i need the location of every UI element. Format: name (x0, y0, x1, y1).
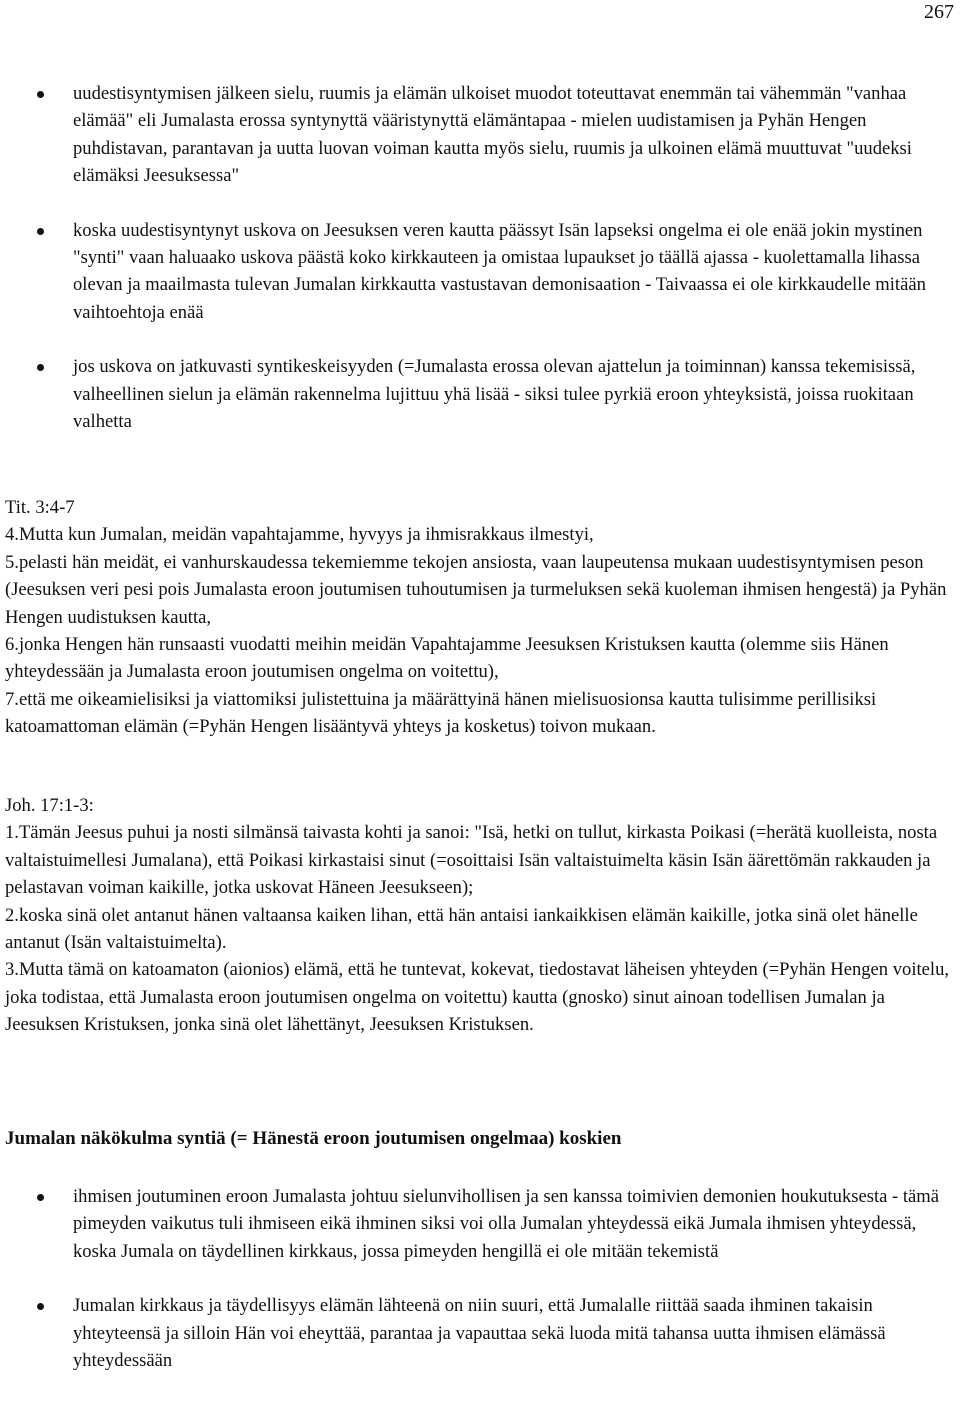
verse: 1.Tämän Jeesus puhui ja nosti silmänsä taivasta kohti ja sanoi: "Isä, hetki on tullut, kirkasta Poikasi (=herätä kuolleista, nosta valtaistuimellesi Jumalana), että Poikasi kirkastaisi sinut (=osoittaisi Isän valtaistuimelta käsin Isän äärettömän rakkauden ja pelastavan voiman kaikille, jotka uskovat Häneen Jeesukseen); (5, 822, 938, 899)
bullet-text: koska uudestisyntynyt uskova on Jeesuksen veren kautta päässyt Isän lapseksi ongelma ei ole enää jokin mystinen "synti" vaan haluaako uskova päästä koko kirkkauteen ja omistaa lupaukset jo täällä ajassa - kuolettamalla lihassa olevan ja maailmasta tulevan Jumalan kirkkautta vastustavan demonisaation - Taivaassa ei ole kirkkaudelle mitään vaihtoehtoja enää (73, 219, 926, 323)
bullet-icon (37, 91, 44, 98)
bullet-icon (37, 228, 44, 235)
verse: 2.koska sinä olet antanut hänen valtaansa kaiken lihan, että hän antaisi iankaikkisen elämän kaikille, jotka sinä olet hänelle antanut (Isän valtaistuimelta). (5, 904, 918, 954)
scripture-reference: Joh. 17:1-3: (5, 795, 94, 816)
bullet-list-bottom (0, 1183, 960, 1374)
bullet-icon (37, 1303, 44, 1310)
section-heading: Jumalan näkökulma syntiä (= Hänestä eroon joutumisen ongelmaa) koskien (5, 1128, 622, 1149)
bullet-text: jos uskova on jatkuvasti syntikeskeisyyden (=Jumalasta erossa olevan ajattelun ja toiminnan) kanssa tekemisissä, valheellinen sielun ja elämän rakennelma lujittuu yhä lisää - siksi tulee pyrkiä eroon yhteyksistä, joissa ruokitaan valhetta (73, 356, 916, 433)
list-item (0, 80, 960, 190)
verse: 6.jonka Hengen hän runsaasti vuodatti meihin meidän Vapahtajamme Jeesuksen Kristuksen kautta (olemme siis Hänen yhteydessään ja Jumalasta eroon joutumisen ongelma on voitettu), (5, 634, 889, 683)
list-item (0, 217, 960, 327)
list-item (0, 1183, 960, 1265)
bullet-text: uudestisyntymisen jälkeen sielu, ruumis ja elämän ulkoiset muodot toteuttavat enemmän tai vähemmän "vanhaa elämää" eli Jumalasta erossa syntynyttä vääristynyttä elämäntapaa - mielen uudistamisen ja Pyhän Hengen puhdistavan, parantavan ja uutta luovan voiman kautta myös sielu, ruumis ja ulkoinen elämä muuttuvat "uudeksi elämäksi Jeesuksessa" (73, 83, 912, 187)
verse: 3.Mutta tämä on katoamaton (aionios) elämä, että he tuntevat, kokevat, tiedostavat läheisen yhteyden (=Pyhän Hengen voitelu, joka todistaa, että Jumalasta eroon joutumisen ongelma on voitettu) kautta (gnosko) sinut ainoan todellisen Jumalan ja Jeesuksen Kristuksen, jonka sinä olet lähettänyt, Jeesuksen Kristuksen. (5, 959, 950, 1036)
verse: 4.Mutta kun Jumalan, meidän vapahtajamme, hyvyys ja ihmisrakkaus ilmestyi, (5, 524, 594, 546)
titus-passage (5, 494, 955, 741)
scripture-reference: Tit. 3:4-7 (5, 497, 75, 518)
bullet-text: Jumalan kirkkaus ja täydellisyys elämän lähteenä on niin suuri, että Jumalalle riittää saada ihminen takaisin yhteyteensä ja silloin Hän voi eheyttää, parantaa ja vapauttaa sekä luoda mitä tahansa uutta ihmisen elämässä yhteydessään (73, 1295, 886, 1372)
verse: 7.että me oikeamielisiksi ja viattomiksi julistettuina ja määrättyinä hänen mielisuosionsa kautta tulisimme perillisiksi katoamattoman elämän (=Pyhän Hengen lisääntyvä yhteys ja kosketus) toivon mukaan. (5, 688, 877, 738)
bullet-icon (37, 364, 44, 371)
bullet-icon (37, 1194, 44, 1201)
list-item (0, 353, 960, 435)
bullet-list-top (0, 80, 960, 435)
bullet-text: ihmisen joutuminen eroon Jumalasta johtuu sielunvihollisen ja sen kanssa toimivien demonien houkutuksesta - tämä pimeyden vaikutus tuli ihmiseen eikä ihminen siksi voi olla Jumalan yhteydessä eikä Jumala ihmisen yhteydessä, koska Jumala on täydellinen kirkkaus, jossa pimeyden hengillä ei ole mitään tekemistä (73, 1186, 940, 1262)
page-number: 267 (924, 1, 954, 23)
john-passage (5, 792, 955, 1039)
verse: 5.pelasti hän meidät, ei vanhurskaudessa tekemiemme tekojen ansiosta, vaan laupeutensa mukaan uudestisyntymisen peson (Jeesuksen veri pesi pois Jumalasta eroon joutumisen tuhoutumisen ja turmeluksen sekä kuoleman ihmisen hengestä) ja Pyhän Hengen uudistuksen kautta, (5, 551, 947, 628)
list-item (0, 1292, 960, 1374)
